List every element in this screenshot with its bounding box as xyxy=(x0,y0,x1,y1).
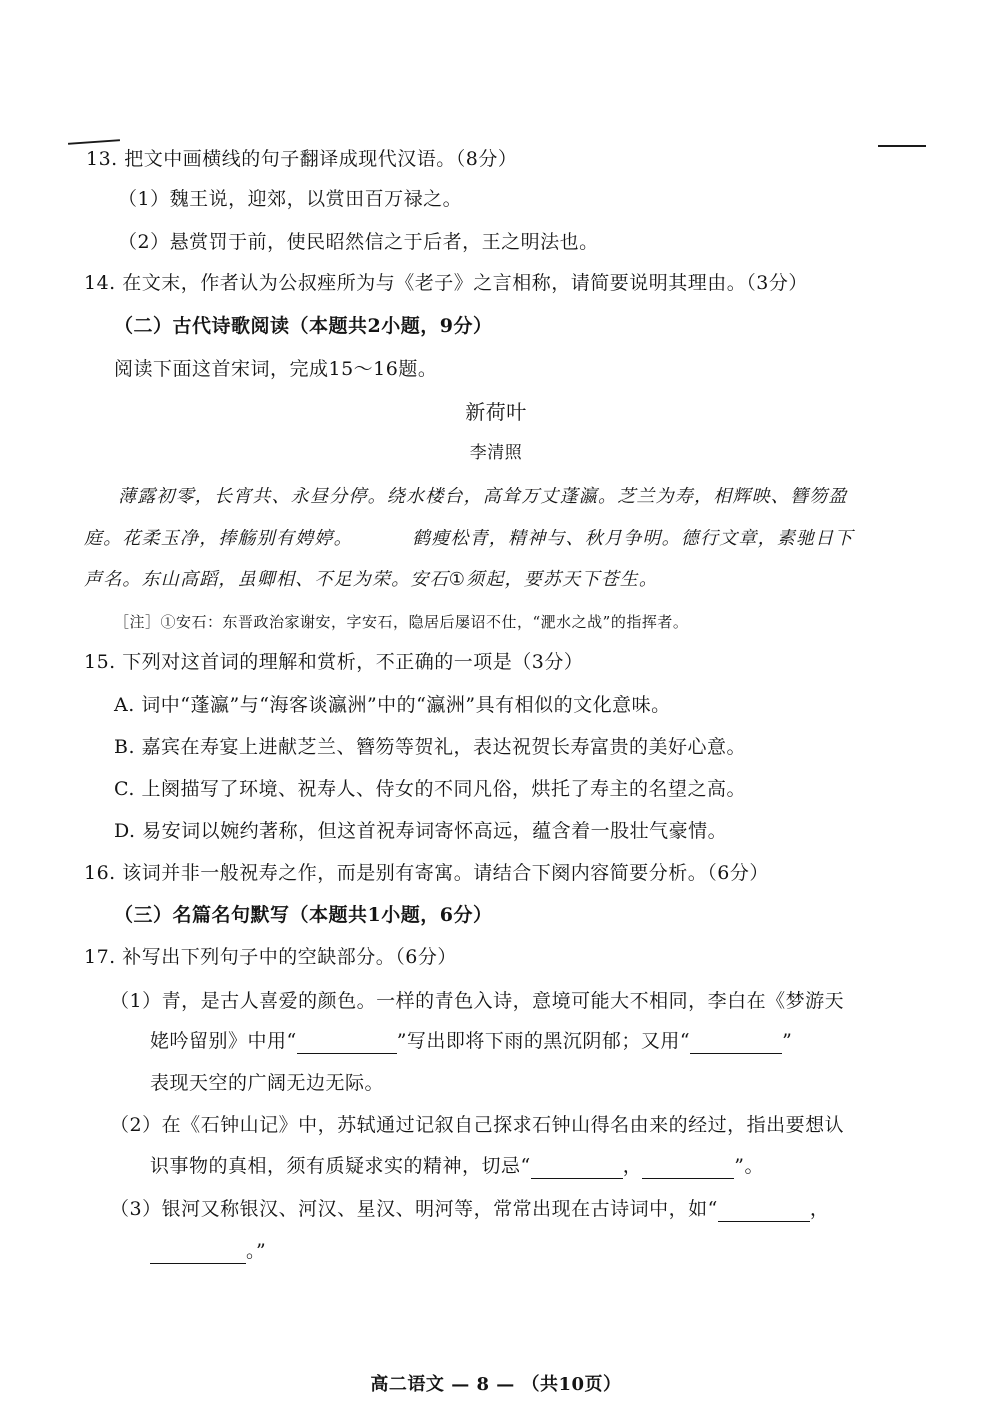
scan-mark-right xyxy=(878,145,926,147)
q17-part2-sep: ， xyxy=(622,1155,643,1177)
poem-author: 李清照 xyxy=(469,443,523,463)
section2-intro: 阅读下面这首宋词，完成15～16题。 xyxy=(114,358,438,380)
q15-stem: 15. 下列对这首词的理解和赏析，不正确的一项是（3分） xyxy=(84,651,584,673)
q17-part2-line1: （2）在《石钟山记》中，苏轼通过记叙自己探求石钟山得名由来的经过，指出要想认 xyxy=(110,1114,845,1136)
poem-line-2a: 庭。花柔玉净，捧觞别有娉婷。 xyxy=(84,528,353,549)
poem-note: ［注］①安石：东晋政治家谢安，字安石，隐居后屡诏不仕，“淝水之战”的指挥者。 xyxy=(114,613,689,631)
q17-part1-text-a: 姥吟留别》中用“ xyxy=(150,1030,297,1052)
q17-part1-line1: （1）青，是古人喜爱的颜色。一样的青色入诗，意境可能大不相同，李白在《梦游天 xyxy=(110,990,845,1012)
poem-line-1: 薄露初零，长宵共、永昼分停。绕水楼台，高耸万丈蓬瀛。芝兰为寿，相辉映、簪笏盈 xyxy=(118,486,848,507)
q17-part2-line2 xyxy=(150,1153,764,1179)
q17-part3-end: 。” xyxy=(246,1240,267,1262)
q15-option-a: A. 词中“蓬瀛”与“海客谈瀛洲”中的“瀛洲”具有相似的文化意味。 xyxy=(114,694,671,716)
q17-part3-line1 xyxy=(110,1196,829,1222)
answer-blank-1[interactable] xyxy=(297,1033,397,1054)
q17-part1-line3: 表现天空的广阔无边无际。 xyxy=(150,1072,385,1094)
q13-stem: 13. 把文中画横线的句子翻译成现代汉语。（8分） xyxy=(86,148,518,170)
poem-line-3: 声名。东山高蹈，虽卿相、不足为荣。安石①须起，要苏天下苍生。 xyxy=(84,569,659,590)
answer-blank-4[interactable] xyxy=(642,1158,734,1179)
poem-line-2b: 鹤瘦松青，精神与、秋月争明。德行文章，素驰日下 xyxy=(412,528,854,549)
q17-part1-text-c: ” xyxy=(782,1030,793,1052)
q17-part3-text-a: （3）银河又称银汉、河汉、星汉、明河等，常常出现在古诗词中，如“ xyxy=(110,1198,718,1220)
answer-blank-2[interactable] xyxy=(690,1033,782,1054)
q15-option-c: C. 上阕描写了环境、祝寿人、侍女的不同凡俗，烘托了寿主的名望之高。 xyxy=(114,778,746,800)
q14-stem: 14. 在文末，作者认为公叔痤所为与《老子》之言相称，请简要说明其理由。（3分） xyxy=(84,272,808,294)
answer-blank-5[interactable] xyxy=(718,1201,810,1222)
q17-part1-line2 xyxy=(150,1028,792,1054)
section3-heading: （三）名篇名句默写（本题共1小题，6分） xyxy=(114,904,493,926)
section2-heading: （二）古代诗歌阅读（本题共2小题，9分） xyxy=(114,315,493,337)
q17-part3-line2 xyxy=(150,1238,266,1264)
answer-blank-6[interactable] xyxy=(150,1243,246,1264)
q15-option-d: D. 易安词以婉约著称，但这首祝寿词寄怀高远，蕴含着一股壮气豪情。 xyxy=(114,820,728,842)
q13-sentence-2: （2）悬赏罚于前，使民昭然信之于后者，王之明法也。 xyxy=(118,231,599,253)
q17-stem: 17. 补写出下列句子中的空缺部分。（6分） xyxy=(84,946,457,968)
q15-option-b: B. 嘉宾在寿宴上进献芝兰、簪笏等贺礼，表达祝贺长寿富贵的美好心意。 xyxy=(114,736,747,758)
q17-part3-sep: ， xyxy=(809,1198,830,1220)
poem-title: 新荷叶 xyxy=(465,400,527,424)
q17-part2-end: ”。 xyxy=(734,1155,764,1177)
q17-part2-text-a: 识事物的真相，须有质疑求实的精神，切忌“ xyxy=(150,1155,531,1177)
q16-stem: 16. 该词并非一般祝寿之作，而是别有寄寓。请结合下阕内容简要分析。（6分） xyxy=(84,862,769,884)
q13-sentence-1: （1）魏王说，迎郊，以赏田百万禄之。 xyxy=(118,188,463,210)
q17-part1-text-b: ”写出即将下雨的黑沉阴郁；又用“ xyxy=(396,1030,691,1052)
answer-blank-3[interactable] xyxy=(531,1158,623,1179)
page-footer: 高二语文 — 8 — （共10页） xyxy=(370,1374,622,1395)
scan-mark-left xyxy=(68,139,120,145)
